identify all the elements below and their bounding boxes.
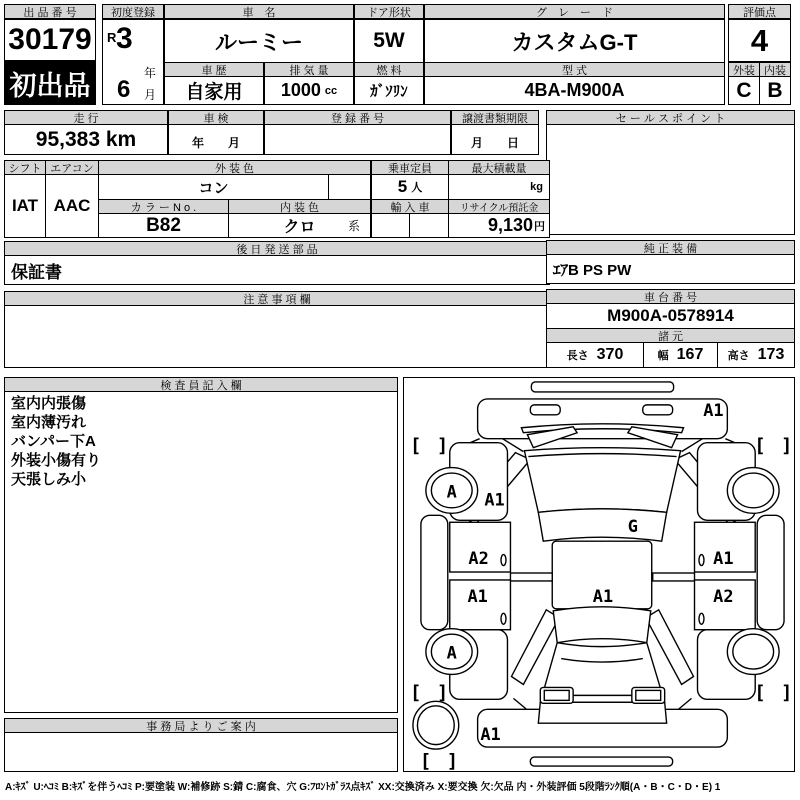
rear-right-door-handle [699, 613, 704, 624]
shift-value: IAT [4, 174, 46, 238]
color-no-value: B82 [98, 213, 229, 238]
notes-header: 注 意 事 項 欄 [4, 291, 550, 306]
car-name-header: 車 名 [164, 4, 354, 19]
damage-label-rear-left-wheel: A [446, 642, 457, 663]
damage-label-front-left-door: A2 [468, 548, 489, 569]
auction-no-value: 30179 [4, 19, 96, 61]
import-car-cell-2 [409, 213, 449, 238]
svg-text:[: [ [754, 681, 766, 704]
auction-no-header: 出 品 番 号 [4, 4, 96, 19]
inspector-line: 室内薄汚れ [11, 414, 87, 431]
aircon-value: AAC [45, 174, 99, 238]
sales-point-header: セ ー ル ス ポ イ ン ト [546, 110, 795, 125]
int-color-suffix: 系 [347, 219, 360, 233]
rear-bumper-bottom-strip [530, 757, 672, 766]
recycle-value: 9,130 円 [448, 213, 550, 238]
spec-height-cell: 高さ 173 [717, 342, 795, 368]
max-load-header: 最大積載量 [448, 160, 550, 175]
damage-label-rear-bumper: A1 [480, 724, 501, 745]
legend-text: A:ｷｽﾞ U:ﾍｺﾐ B:ｷｽﾞを伴うﾍｺﾐ P:要塗装 W:補修跡 S:錆 C:腐食、穴 G:ﾌﾛﾝﾄｶﾞﾗｽ点ｷｽﾞ XX:交換済み X:要交換 欠:欠品 内・外装評価 5段階ﾗﾝｸ順(A・B・C・D・E) 1 [5, 782, 721, 793]
ext-color-value: コン [98, 174, 329, 200]
tailgate-lower-shape [538, 702, 666, 723]
door-shape-value: 5W [354, 19, 424, 63]
damage-label-windshield: G [627, 516, 638, 537]
front-grille-slot-right [643, 405, 673, 415]
capacity-header: 乗車定員 [371, 160, 449, 175]
reg-month: 6 [117, 76, 131, 103]
notes-value [4, 305, 550, 368]
later-parts-value: 保証書 [4, 255, 550, 285]
spec-width-cell: 幅 167 [643, 342, 718, 368]
damage-label-roof: A1 [592, 585, 614, 606]
capacity-value: 5 人 [371, 174, 449, 200]
ext-color-extra-cell [328, 174, 371, 200]
aircon-header: エアコン [45, 160, 99, 175]
windshield-lower-band [538, 509, 666, 541]
transfer-deadline-header: 譲渡書類期限 [451, 110, 539, 125]
later-parts-header: 後 日 発 送 部 品 [4, 241, 550, 256]
shift-header: シフト [4, 160, 46, 175]
front-right-wheel [727, 468, 779, 514]
grade-header: グ レ ー ド [424, 4, 725, 19]
ext-color-header: 外 装 色 [98, 160, 371, 175]
era-letter: R [107, 30, 117, 45]
int-color-value: クロ 系 [228, 213, 371, 238]
svg-text:]: ] [781, 434, 793, 457]
damage-label-front-bumper: A1 [703, 399, 724, 420]
damage-label-front-left-fender: A1 [484, 489, 505, 510]
inspection-value: 年 月 [168, 124, 264, 155]
fuel-header: 燃 料 [354, 62, 424, 77]
chassis-no-header: 車 台 番 号 [546, 289, 795, 304]
first-listing-badge: 初出品 [4, 61, 96, 105]
import-car-header: 輸 入 車 [371, 199, 449, 214]
inspector-header: 検 査 員 記 入 欄 [4, 377, 398, 392]
inspector-line: バンパー下A [11, 433, 96, 450]
car-damage-diagram [404, 378, 794, 771]
displacement-value: 1000 cc [264, 76, 354, 105]
mileage-header: 走 行 [4, 110, 168, 125]
score-header: 評価点 [728, 4, 791, 19]
right-b-pillar [653, 573, 695, 581]
first-reg-value [102, 19, 164, 105]
inspector-line: 外装小傷有り [11, 452, 102, 469]
max-load-value: kg [448, 174, 550, 200]
door-shape-header: ドア形状 [354, 4, 424, 19]
recycle-header: リサイクル預託金 [448, 199, 550, 214]
office-header: 事 務 局 よ り ご 案 内 [4, 718, 398, 733]
left-side-sill [421, 515, 448, 629]
svg-text:]: ] [446, 750, 459, 771]
model-code-header: 型 式 [424, 62, 725, 77]
history-header: 車 歴 [164, 62, 264, 77]
chassis-no-value: M900A-0578914 [546, 303, 795, 329]
left-b-pillar [510, 573, 552, 581]
mileage-value: 95,383 km [4, 124, 168, 155]
front-bumper-shape [478, 399, 728, 439]
int-color-header: 内 装 色 [228, 199, 371, 214]
right-side-sill [757, 515, 784, 629]
svg-text:]: ] [781, 681, 793, 704]
front-left-door-handle [501, 555, 506, 566]
front-grille-slot-left [530, 405, 560, 415]
damage-label-front-left-wheel: A [446, 481, 457, 502]
reg-no-header: 登 録 番 号 [264, 110, 451, 125]
reg-no-value [264, 124, 451, 155]
grade-value: カスタムG-T [424, 19, 725, 63]
import-car-cell-1 [371, 213, 410, 238]
svg-text:[: [ [419, 750, 432, 771]
specs-header: 諸 元 [546, 328, 795, 343]
inspector-notes [4, 391, 398, 713]
front-right-door-handle [699, 555, 704, 566]
rear-right-wheel [727, 629, 779, 675]
reg-year: 3 [116, 22, 133, 55]
exterior-grade-value: C [728, 76, 760, 105]
interior-grade-value: B [759, 76, 791, 105]
inspector-line: 天張しみ小 [11, 471, 87, 488]
fuel-value: ｶﾞｿﾘﾝ [354, 76, 424, 105]
car-name-value: ルーミー [164, 19, 354, 63]
office-value [4, 732, 398, 772]
svg-text:[: [ [409, 434, 422, 457]
svg-text:]: ] [436, 434, 449, 457]
svg-text:[: [ [754, 434, 766, 457]
interior-grade-header: 内装 [759, 62, 791, 77]
genuine-equip-header: 純 正 装 備 [546, 240, 795, 255]
rear-window-shape [553, 607, 651, 643]
history-value: 自家用 [164, 76, 264, 105]
damage-label-rear-right-door: A2 [713, 585, 734, 606]
svg-text:]: ] [436, 681, 449, 704]
windshield-shape [524, 448, 680, 513]
damage-diagram-panel [403, 377, 795, 772]
score-value: 4 [728, 19, 791, 62]
model-code-value: 4BA-M900A [424, 76, 725, 105]
damage-label-rear-left-door: A1 [467, 585, 488, 606]
damage-label-front-right-door: A1 [713, 548, 734, 569]
spare-tire [413, 701, 459, 749]
genuine-equip-value: ｴｱB PS PW [546, 254, 795, 284]
year-suffix: 年 [143, 66, 156, 80]
month-suffix: 月 [143, 88, 156, 102]
spec-length-cell: 長さ 370 [546, 342, 644, 368]
inspection-header: 車 検 [168, 110, 264, 125]
displacement-header: 排 気 量 [264, 62, 354, 77]
exterior-grade-header: 外装 [728, 62, 760, 77]
rear-left-door-handle [501, 613, 506, 624]
transfer-deadline-value: 月 日 [451, 124, 539, 155]
sales-point-value [546, 124, 795, 235]
front-bumper-top-strip [531, 382, 673, 392]
inspector-line: 室内内張傷 [11, 395, 87, 412]
first-reg-header: 初度登録 [102, 4, 164, 19]
svg-text:[: [ [409, 681, 422, 704]
color-no-header: カ ラ ー N o . [98, 199, 229, 214]
